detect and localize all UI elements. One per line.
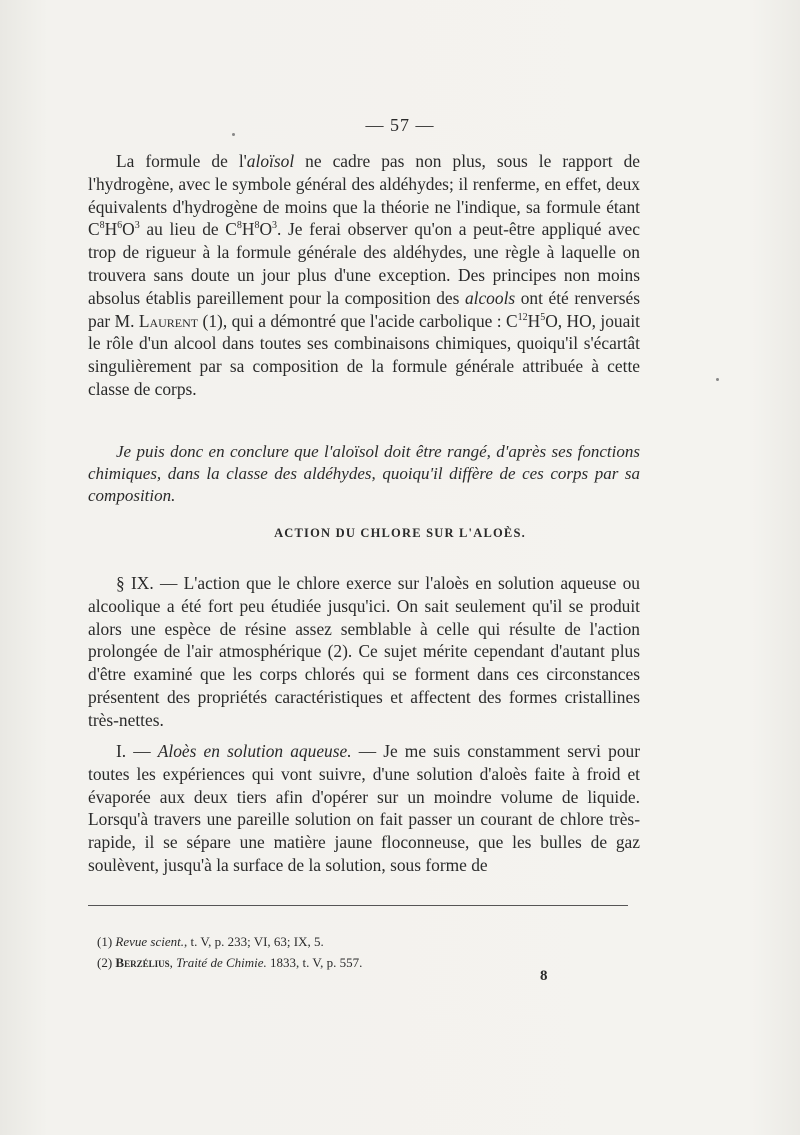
footnote-1	[97, 931, 627, 952]
subscript: 5	[540, 311, 546, 323]
footnote-divider	[88, 905, 628, 906]
footnote-reference: Revue scient.	[115, 934, 184, 949]
conclusion-paragraph	[88, 441, 640, 507]
paragraph-section-ix	[88, 572, 640, 732]
subscript: 8	[99, 220, 105, 232]
subsection-number: I. —	[116, 741, 158, 761]
footnote-number: (1)	[97, 934, 116, 949]
subsection-title: Aloès en solution aqueuse.	[157, 741, 352, 761]
element-symbol: H	[241, 219, 255, 240]
subscript: 3	[272, 220, 277, 232]
text: ne cadre pas non plus, sous le rapport de l'hydrogène, avec le symbole général des aldéhydes; il renferme, en effet, deux équivalents d'hydrogène de moins que la théorie ne l'indique, sa formule étant C	[88, 151, 640, 240]
footnote-text: , t. V, p. 233; VI, 63; IX, 5.	[184, 934, 324, 949]
footnote-author: Berzélius	[115, 955, 170, 970]
text: ont été renversés par M.	[88, 287, 640, 331]
element-symbol: H	[104, 219, 118, 240]
signature-mark: 8	[540, 968, 548, 984]
footnote-2	[97, 952, 627, 973]
text: au lieu de C	[139, 219, 237, 240]
subscript: 8	[254, 220, 260, 232]
section-number: § IX. —	[116, 573, 184, 593]
text: . Je ferai observer qu'on a peut-être appliqué avec trop de rigueur à la formule générale des aldéhydes, une règle à laquelle on trouvera sans doute un jour plus d'une exception. Des principes non moins absolus établis pareillement pour la composition des	[88, 219, 640, 308]
text: L'action que le chlore exerce sur l'aloès en solution aqueuse ou alcoolique a été fort peu étudiée jusqu'ici. On sait seulement qu'il se produit alors une espèce de résine assez semblable à celle qui résulte de l'action prolongée de l'air atmosphérique (2). Ce sujet mérite cependant d'autant plus d'être examiné que les corps chlorés qui se forment dans ces circonstances présentent des propriétés caractéristiques et affectent des formes cristallines très-nettes.	[88, 573, 640, 730]
subscript: 6	[117, 220, 123, 232]
element-symbol: O	[122, 219, 135, 240]
element-symbol: O	[259, 219, 272, 240]
page-number: — 57 —	[365, 115, 435, 135]
section-title: ACTION DU CHLORE SUR L'ALOÈS.	[274, 526, 526, 540]
footnotes	[97, 931, 627, 973]
formula-rest: O, HO	[545, 310, 592, 331]
conclusion-text: Je puis donc en conclure que l'aloïsol doit être rangé, d'après ses fonctions chimiques, dans la classe des aldéhydes, quoiqu'il diffère de ces corps par sa composition.	[88, 442, 640, 505]
footnote-number: (2)	[97, 955, 116, 970]
term-alcools: alcools	[464, 287, 516, 308]
footnote-separator: ,	[169, 955, 177, 970]
footnote-reference: Traité de Chimie.	[176, 955, 267, 970]
subscript: 8	[236, 220, 242, 232]
subscript: 3	[134, 220, 140, 232]
text: — Je me suis constamment servi pour toutes les expériences qui vont suivre, d'une solution d'aloès faite à froid et évaporée aux deux tiers afin d'opérer sur un moindre volume de liquide. Lorsqu'à travers une pareille solution on fait passer un courant de chlore très-rapide, il se sépare une matière jaune floconneuse, que les bulles de gaz soulèvent, jusqu'à la surface de la solution, sous forme de	[88, 741, 641, 875]
paragraph-aloisol-formula	[88, 150, 640, 401]
text: , jouait le rôle d'un alcool dans toutes ses combinaisons chimiques, quoiqu'il s'écartât singulièrement par sa composition de la formule générale attribuée à cette classe de corps.	[88, 310, 641, 399]
paper-speck	[232, 133, 235, 136]
term-aloisol: aloïsol	[246, 151, 295, 171]
footnote-text: 1833, t. V, p. 557.	[266, 955, 363, 970]
text: (1), qui a démontré que l'acide carbolique : C	[198, 310, 518, 331]
text: La formule de l'	[116, 151, 247, 171]
subscript: 12	[517, 311, 528, 323]
author-name: Laurent	[138, 310, 199, 331]
paragraph-aqueous-solution	[88, 740, 640, 877]
paper-speck	[716, 378, 719, 381]
element-symbol: H	[527, 310, 541, 331]
